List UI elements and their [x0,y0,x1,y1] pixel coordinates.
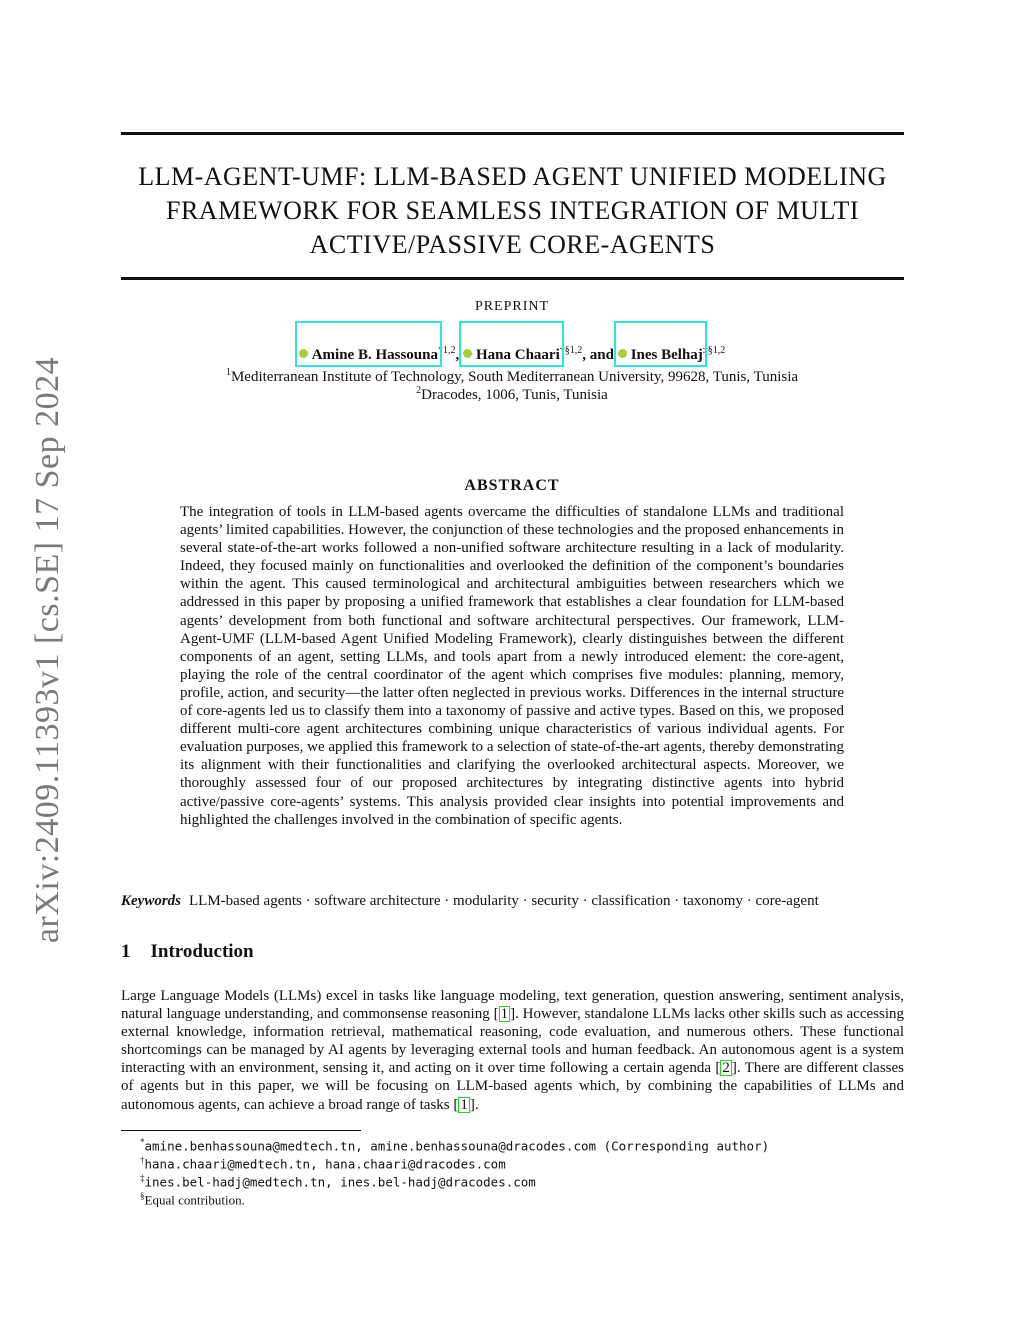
affiliation-2 [0,385,1024,404]
orcid-icon[interactable] [618,349,627,358]
author-marks: *1,2 [437,345,456,356]
footnote-text: Equal contribution. [144,1192,245,1208]
affiliation-marker: 1 [225,367,231,378]
title-line: ACTIVE/PASSIVE CORE-AGENTS [309,230,716,259]
intro-text: ]. There are different classes of agents but in this paper, we will be focusing on LLM-based agents which, by combining the capabilities of LLMs and autonomous agents, can achieve a broad range of tasks [ [121,1060,904,1113]
author-link-chaari[interactable] [463,347,560,364]
affiliation-1 [0,367,1024,386]
citation-link[interactable]: 1 [500,1006,509,1023]
keywords-text: LLM-based agents · software architecture · modularity · security · classification · taxonomy · core-agent [189,893,819,909]
author-name: Ines Belhaj [630,347,703,363]
keywords-label: Keywords [121,893,181,909]
author-name: Hana Chaari [475,347,560,363]
footnote-mark: † [140,1155,145,1165]
paper-title [121,160,904,262]
affiliation-text: Dracodes, 1006, Tunis, Tunisia [421,387,608,403]
footnote [140,1155,506,1172]
affiliation-text: Mediterranean Institute of Technology, South Mediterranean University, 99628, Tunis, Tunisia [230,369,799,385]
section-title: Introduction [150,941,254,962]
footnote-text: hana.chaari@medtech.tn, hana.chaari@dracodes.com [144,1156,506,1172]
author-list [0,345,1024,364]
title-line: LLM-AGENT-UMF: LLM-BASED AGENT UNIFIED MODELING [138,162,887,191]
title-rule-top [121,132,904,135]
author-separator: , and [582,347,614,363]
author-name: Amine B. Hassouna [311,347,438,363]
abstract-heading: ABSTRACT [464,477,560,494]
intro-text: ]. However, standalone LLMs lacks other skills such as accessing external knowledge, information retrieval, mathematical reasoning, code evaluation, and numerous others. These functional shortcomings can be managed by AI agents by leveraging external tools and human feedback. An autonomous agent is a system interacting with an environment, sensing it, and acting on it over time following a certain agenda [ [121,1006,904,1077]
footnote [140,1191,245,1208]
section-heading [121,941,254,963]
author-link-belhaj[interactable] [618,347,703,364]
orcid-icon[interactable] [463,349,472,358]
arxiv-identifier[interactable]: arXiv:2409.11393v1 [cs.SE] 17 Sep 2024 [29,356,66,944]
footnote-mark: § [140,1191,145,1201]
footnote-mark: ‡ [140,1173,145,1183]
orcid-icon[interactable] [299,349,308,358]
intro-text: Large Language Models (LLMs) excel in tasks like language modeling, text generation, question answering, sentiment analysis, natural language understanding, and commonsense reasoning [ [121,988,904,1023]
title-line: FRAMEWORK FOR SEAMLESS INTEGRATION OF MULTI [166,196,859,225]
author-marks: ‡§1,2 [702,345,726,356]
footnote [140,1137,769,1154]
affiliation-marker: 2 [416,385,422,396]
footnote [140,1173,536,1190]
intro-paragraph [121,987,904,1114]
title-rule-bottom [121,277,904,280]
citation-link[interactable]: 1 [460,1096,468,1113]
author-link-hassouna[interactable] [299,347,438,364]
footnote-text: amine.benhassouna@medtech.tn, amine.benhassouna@dracodes.com (Corresponding author) [144,1138,770,1154]
section-number: 1 [121,941,131,962]
footnote-rule [121,1130,361,1131]
author-marks: †§1,2 [559,345,583,356]
preprint-label: PREPRINT [474,299,550,314]
abstract-text: The integration of tools in LLM-based agents overcame the difficulties of standalone LLMs and traditional agents’ limited capabilities. However, the conjunction of these technologies and the proposed enhancements in several state-of-the-art works followed a non-unified software architecture resulting in a lack of modularity. Indeed, they focused mainly on functionalities and overlooked the definition of the component’s boundaries within the agent. This caused terminological and architectural ambiguities between researchers which we addressed in this paper by proposing a unified framework that establishes a clear foundation for LLM-based agents’ development from both functional and software architectural perspectives. Our framework, LLM-Agent-UMF (LLM-based Agent Unified Modeling Framework), clearly distinguishes between the different components of an agent, setting LLMs, and tools apart from a newly introduced element: the core-agent, playing the role of the central coordinator of the agent which comprises five modules: planning, memory, profile, action, and security—the latter often neglected in previous works. Differences in the internal structure of core-agents led us to classify them into a taxonomy of passive and active types. Based on this, we proposed different multi-core agent architectures combining unique characteristics of various individual agents. For evaluation purposes, we applied this framework to a selection of state-of-the-art agents, thereby demonstrating its alignment with their functionalities and clarifying the overlooked architectural aspects. Moreover, we thoroughly assessed four of our proposed architectures by integrating distinctive agents into hybrid active/passive core-agents’ systems. This analysis provided clear insights into potential improvements and highlighted the challenges involved in the combination of specific agents. [180,504,844,828]
intro-text: ]. [469,1096,479,1113]
citation-link[interactable]: 2 [722,1060,730,1077]
footnote-mark: * [140,1137,145,1147]
footnote-text: ines.bel-hadj@medtech.tn, ines.bel-hadj@dracodes.com [144,1174,536,1190]
keywords [121,893,904,910]
author-separator: , [455,347,460,363]
